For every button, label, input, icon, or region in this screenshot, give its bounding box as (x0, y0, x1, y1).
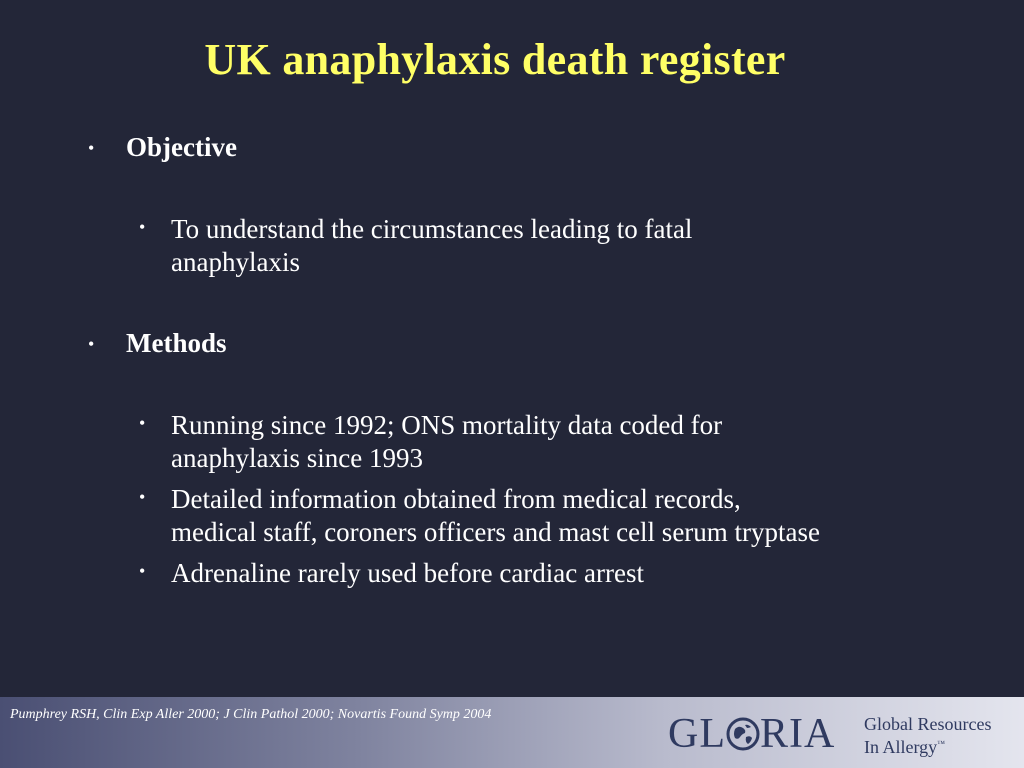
section-heading: Objective (126, 132, 237, 162)
bullet-icon: • (88, 138, 95, 158)
list-item-text (171, 409, 722, 475)
bullet-icon: • (139, 561, 146, 581)
logo-subtitle-line: Global Resources (864, 714, 992, 734)
logo-word-left: GL (668, 711, 726, 757)
list-item-line: Adrenaline rarely used before cardiac arrest (171, 558, 644, 588)
list-item-text (171, 213, 692, 279)
section-heading: Methods (126, 328, 227, 358)
trademark-mark: ™ (937, 739, 946, 748)
globe-icon (726, 714, 760, 748)
list-item-text (171, 483, 820, 549)
logo-subtitle-text: In Allergy (864, 737, 938, 757)
list-item-line: anaphylaxis (171, 247, 300, 277)
logo-wordmark (668, 710, 835, 758)
list-item-line: anaphylaxis since 1993 (171, 443, 423, 473)
logo-word-right: RIA (760, 711, 836, 757)
list-item-text (171, 557, 644, 590)
list-item-line: To understand the circumstances leading to fatal (171, 214, 693, 244)
list-item-line: medical staff, coroners officers and mast cell serum tryptase (171, 517, 821, 547)
logo-subtitle (864, 714, 991, 757)
bullet-icon: • (139, 217, 146, 237)
slide-title: UK anaphylaxis death register (204, 35, 786, 84)
bullet-icon: • (88, 334, 95, 354)
bullet-icon: • (139, 413, 146, 433)
footer-bar (0, 697, 1024, 768)
list-item-line: Detailed information obtained from medical records, (171, 484, 741, 514)
list-item-line: Running since 1992; ONS mortality data coded for (171, 410, 723, 440)
logo-subtitle-line (864, 734, 991, 757)
citation: Pumphrey RSH, Clin Exp Aller 2000; J Clin Pathol 2000; Novartis Found Symp 2004 (10, 707, 492, 722)
gloria-logo (668, 710, 998, 760)
bullet-icon: • (139, 487, 146, 507)
